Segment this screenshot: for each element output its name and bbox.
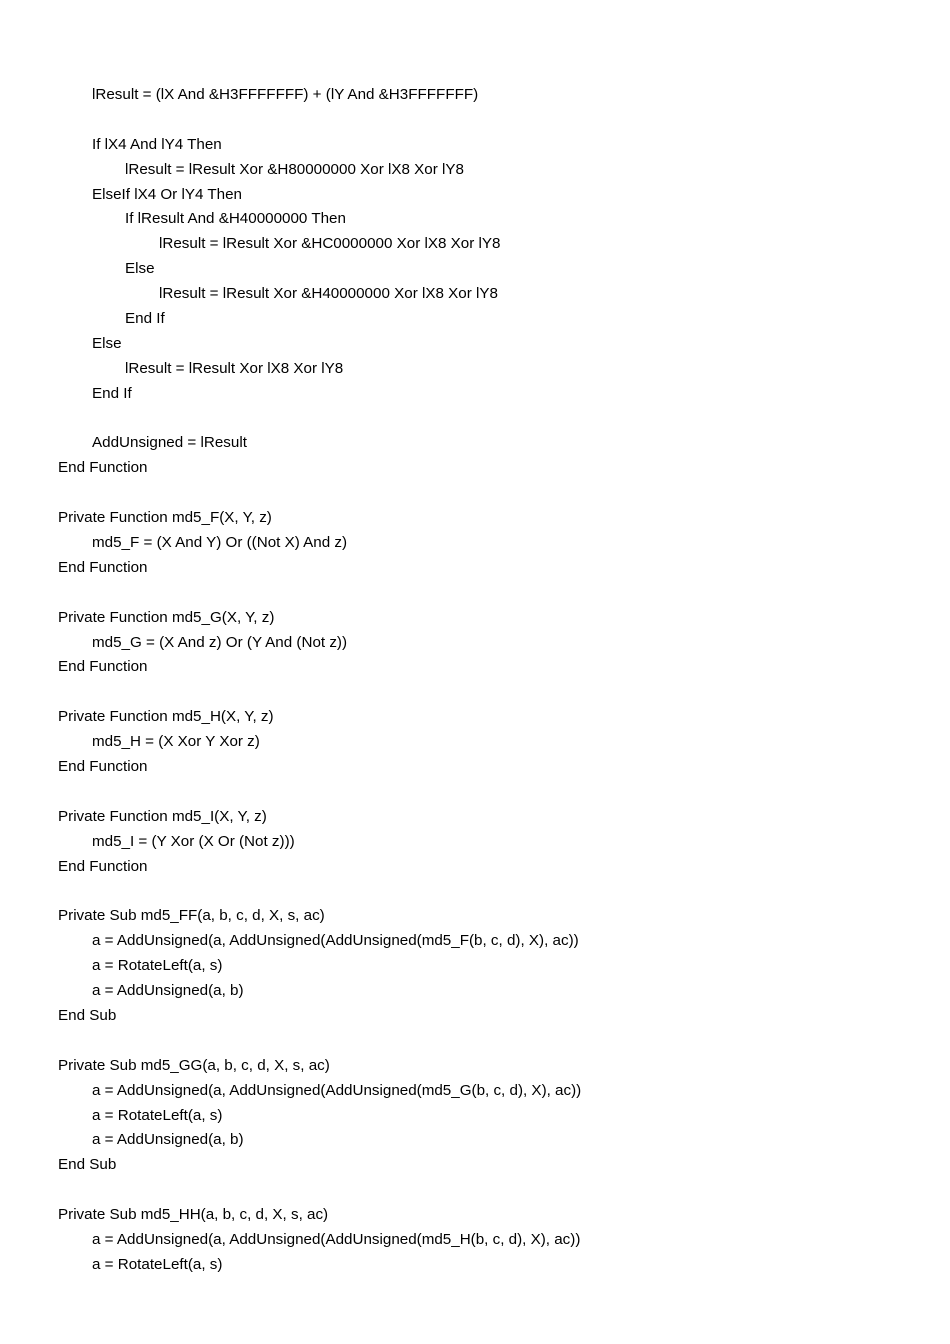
code-line: Private Function md5_I(X, Y, z): [58, 807, 267, 825]
code-line: md5_F = (X And Y) Or ((Not X) And z): [92, 534, 348, 552]
code-line: md5_I = (Y Xor (X Or (Not z))): [92, 832, 295, 850]
code-line: Private Sub md5_FF(a, b, c, d, X, s, ac): [58, 907, 325, 925]
blank-line: [58, 880, 918, 905]
code-listing: [58, 83, 918, 1278]
code-line: If lX4 And lY4 Then: [92, 135, 222, 153]
blank-line: [58, 581, 918, 606]
code-line: Private Sub md5_HH(a, b, c, d, X, s, ac): [58, 1206, 329, 1224]
blank-line: [58, 780, 918, 805]
code-line: Else: [92, 334, 122, 352]
code-line: a = AddUnsigned(a, AddUnsigned(AddUnsigned(md5_F(b, c, d), X), ac)): [92, 932, 579, 950]
code-line: Private Function md5_F(X, Y, z): [58, 509, 272, 527]
code-line: md5_H = (X Xor Y Xor z): [92, 733, 260, 751]
code-line: End Sub: [58, 1156, 117, 1174]
blank-line: [58, 407, 918, 432]
code-line: End If: [92, 384, 132, 402]
code-line: lResult = lResult Xor lX8 Xor lY8: [125, 359, 344, 377]
code-line: lResult = lResult Xor &H80000000 Xor lX8 Xor lY8: [125, 160, 464, 178]
blank-line: [58, 680, 918, 705]
code-line: End Function: [58, 558, 148, 576]
code-line: End Sub: [58, 1006, 117, 1024]
code-line: End If: [125, 310, 165, 328]
code-line: AddUnsigned = lResult: [92, 434, 247, 452]
code-line: Private Sub md5_GG(a, b, c, d, X, s, ac): [58, 1056, 330, 1074]
code-line: Else: [125, 260, 155, 278]
code-line: md5_G = (X And z) Or (Y And (Not z)): [92, 633, 348, 651]
code-line: a = AddUnsigned(a, b): [92, 1131, 244, 1149]
blank-line: [58, 1178, 918, 1203]
blank-line: [58, 481, 918, 506]
code-line: Private Function md5_G(X, Y, z): [58, 608, 275, 626]
code-line: a = AddUnsigned(a, AddUnsigned(AddUnsigned(md5_H(b, c, d), X), ac)): [92, 1230, 581, 1248]
blank-line: [58, 1029, 918, 1054]
code-line: lResult = lResult Xor &H40000000 Xor lX8 Xor lY8: [159, 285, 498, 303]
code-line: a = RotateLeft(a, s): [92, 957, 223, 975]
code-line: lResult = lResult Xor &HC0000000 Xor lX8 Xor lY8: [159, 235, 501, 253]
code-line: a = AddUnsigned(a, b): [92, 982, 244, 1000]
code-line: lResult = (lX And &H3FFFFFFF) + (lY And &H3FFFFFFF): [92, 86, 479, 103]
code-line: If lResult And &H40000000 Then: [125, 210, 346, 228]
code-line: a = RotateLeft(a, s): [92, 1255, 223, 1273]
blank-line: [58, 108, 918, 133]
code-line: End Function: [58, 857, 148, 875]
code-line: a = RotateLeft(a, s): [92, 1106, 223, 1124]
code-line: End Function: [58, 658, 148, 676]
code-line: End Function: [58, 459, 148, 477]
code-line: End Function: [58, 758, 148, 776]
code-line: a = AddUnsigned(a, AddUnsigned(AddUnsigned(md5_G(b, c, d), X), ac)): [92, 1081, 582, 1099]
code-line: Private Function md5_H(X, Y, z): [58, 708, 274, 726]
code-line: ElseIf lX4 Or lY4 Then: [92, 185, 242, 203]
